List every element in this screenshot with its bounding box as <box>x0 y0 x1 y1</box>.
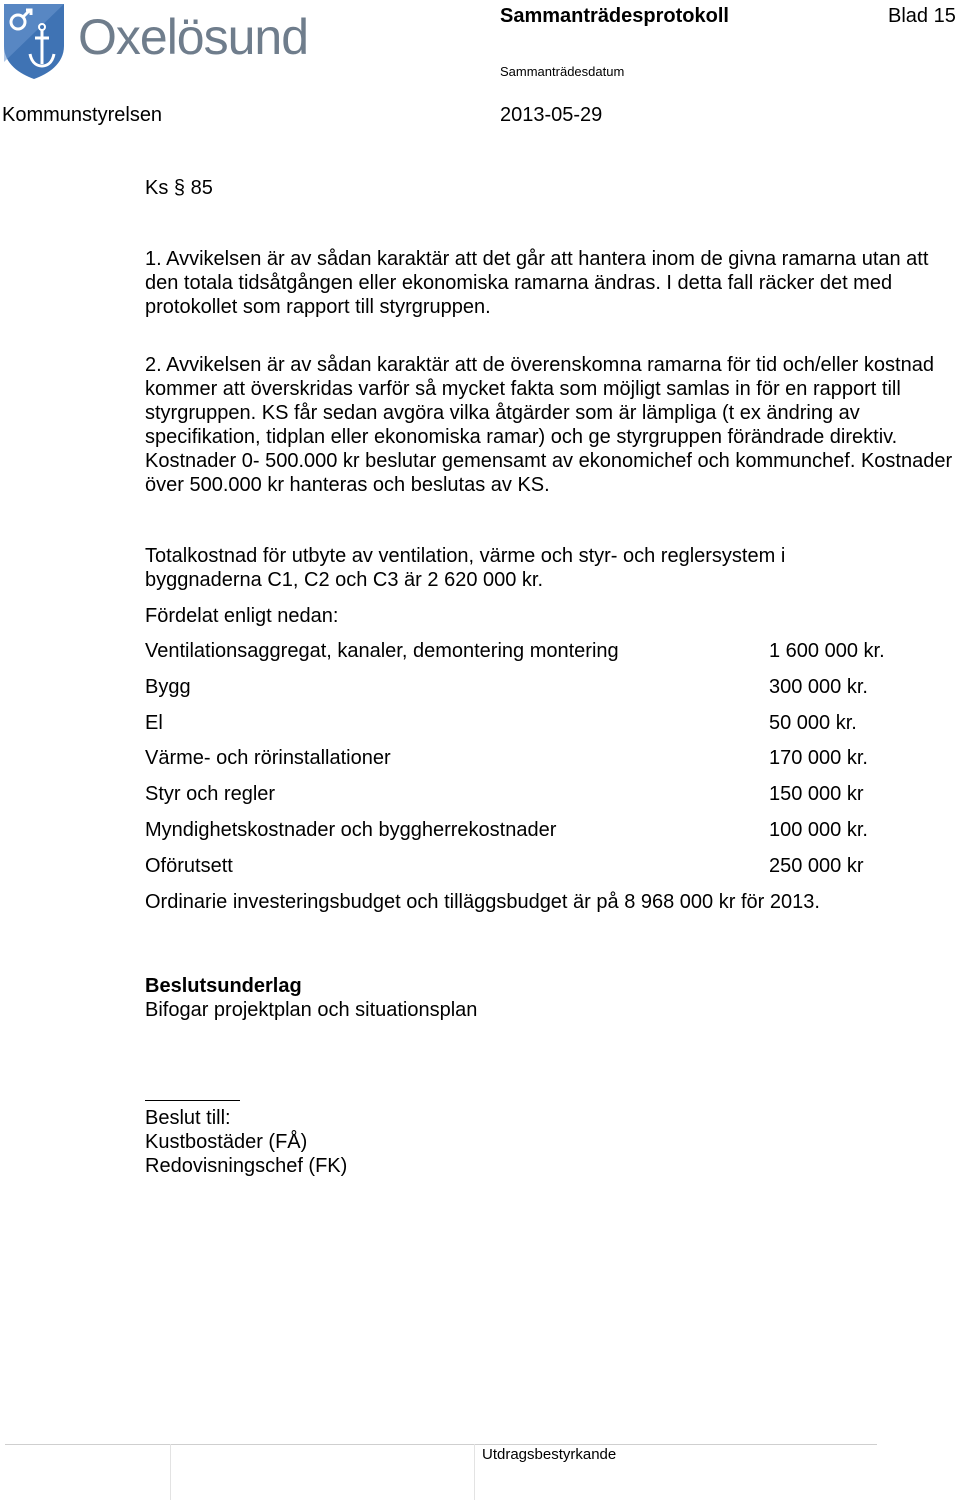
certification-label: Utdragsbestyrkande <box>482 1446 617 1463</box>
cost-label: Myndighetskostnader och byggherrekostnader <box>145 819 557 841</box>
coat-of-arms-icon <box>2 2 66 80</box>
cost-amount: 170 000 kr. <box>769 747 868 769</box>
logo-wordmark: Oxelösund <box>78 9 309 65</box>
distribution-intro: Fördelat enligt nedan: <box>145 605 339 627</box>
decision-basis-heading: Beslutsunderlag <box>145 975 302 997</box>
cost-label: El <box>145 712 163 734</box>
cost-label: Värme- och rörinstallationer <box>145 747 391 769</box>
footer-column-divider <box>474 1444 475 1500</box>
recipient-item: Redovisningschef (FK) <box>145 1155 348 1177</box>
cost-amount: 1 600 000 kr. <box>769 640 885 662</box>
cost-row <box>145 712 905 736</box>
cost-row <box>145 783 905 807</box>
meeting-date: 2013-05-29 <box>500 104 603 126</box>
cost-amount: 50 000 kr. <box>769 712 857 734</box>
cost-label: Styr och regler <box>145 783 276 805</box>
organization-name: Kommunstyrelsen <box>2 104 163 126</box>
signature-underline <box>145 1100 240 1101</box>
cost-label: Bygg <box>145 676 191 698</box>
cost-amount: 150 000 kr <box>769 783 864 805</box>
meeting-date-label: Sammanträdesdatum <box>500 64 625 79</box>
paragraph-2: 2. Avvikelsen är av sådan karaktär att de överenskomna ramarna för tid och/eller kostnad kommer att överskridas varför så mycket fakta som möjligt samlas in för en rapport till styrgruppen. KS får sedan avgöra vilka åtgärder som är lämpliga (t ex ändring av specifikation, tidplan eller ekonomiska ramar) och ge styrgruppen förändrade direktiv. Kostnader 0- 500.000 kr beslutar gemensamt av ekonomichef och kommunchef. Kostnader över 500.000 kr hanteras och beslutas av KS. <box>145 354 953 496</box>
cost-row <box>145 855 905 879</box>
cost-row <box>145 676 905 700</box>
cost-label: Oförutsett <box>145 855 233 877</box>
document-title: Sammanträdesprotokoll <box>500 5 729 27</box>
page-label: Blad 15 <box>888 5 956 27</box>
decision-to-label: Beslut till: <box>145 1107 231 1129</box>
section-id: Ks § 85 <box>145 177 213 199</box>
cost-label: Ventilationsaggregat, kanaler, demontering montering <box>145 640 619 662</box>
cost-amount: 100 000 kr. <box>769 819 868 841</box>
cost-row <box>145 747 905 771</box>
municipality-logo <box>0 2 340 80</box>
total-cost-paragraph: Totalkostnad för utbyte av ventilation, värme och styr- och reglersystem i byggnaderna C1, C2 och C3 är 2 620 000 kr. <box>145 545 786 591</box>
cost-row <box>145 640 905 664</box>
footer-divider <box>5 1444 877 1445</box>
footer-column-divider <box>170 1444 171 1500</box>
decision-basis-text: Bifogar projektplan och situationsplan <box>145 999 478 1021</box>
cost-amount: 250 000 kr <box>769 855 864 877</box>
paragraph-1: 1. Avvikelsen är av sådan karaktär att det går att hantera inom de givna ramarna utan att den totala tidsåtgången eller ekonomiska ramarna ändras. I detta fall räcker det med protokollet som rapport till styrgruppen. <box>145 248 929 318</box>
cost-row <box>145 819 905 843</box>
recipient-item: Kustbostäder (FÅ) <box>145 1131 308 1153</box>
budget-note: Ordinarie investeringsbudget och tilläggsbudget är på 8 968 000 kr för 2013. <box>145 891 820 913</box>
cost-amount: 300 000 kr. <box>769 676 868 698</box>
